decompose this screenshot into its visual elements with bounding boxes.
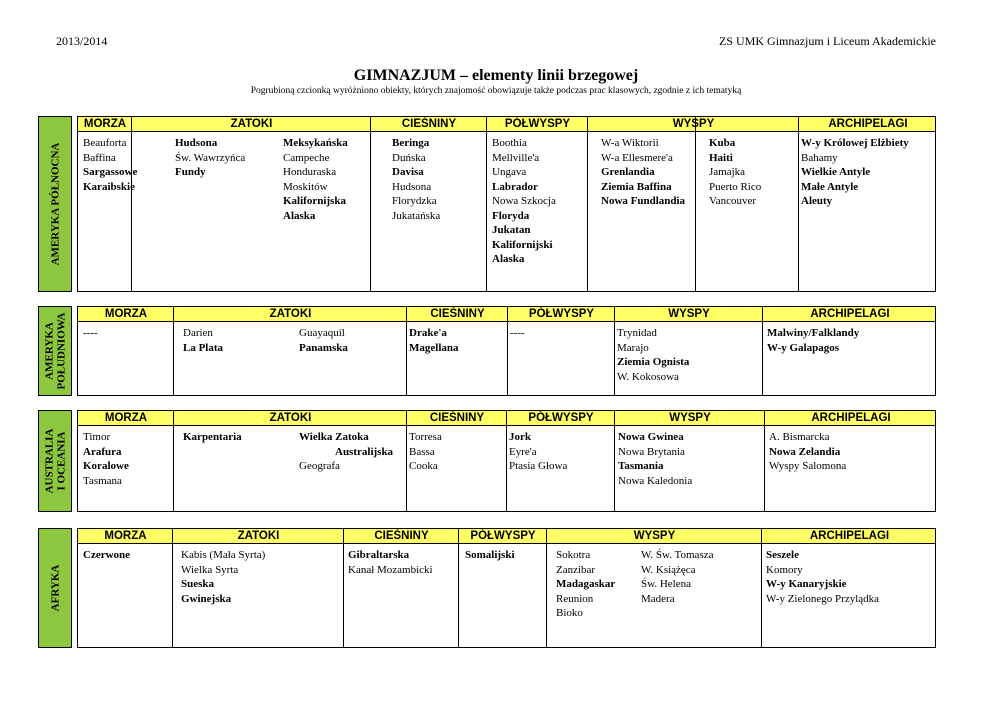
- region-label: [38, 306, 72, 396]
- list-item: Timor: [83, 431, 111, 443]
- cell-morza: [83, 136, 137, 194]
- cell-wyspy1: [618, 430, 692, 488]
- region-table: [38, 528, 936, 648]
- list-item: Nowa Zelandia: [769, 445, 841, 458]
- region-name: AMERYKA PÓŁNOCNA: [49, 142, 62, 266]
- list-item: W-a Ellesmere'a: [601, 151, 673, 164]
- school-year: 2013/2014: [56, 34, 108, 48]
- header-wyspy: WYSPY: [672, 118, 715, 130]
- cell-ciesniny: [348, 548, 433, 577]
- header-wyspy: WYSPY: [633, 530, 676, 542]
- list-item: Madagaskar: [556, 578, 616, 590]
- list-item: Św. Wawrzyńca: [175, 151, 246, 164]
- header-zatoki: ZATOKI: [269, 308, 312, 320]
- cell-polwyspy: [510, 326, 525, 341]
- header-polwyspy: PÓŁWYSPY: [504, 118, 571, 130]
- cell-morza: [83, 430, 129, 488]
- region-name: AMERYKA POŁUDNIOWA: [43, 312, 68, 390]
- cell-zatoki1: [183, 326, 223, 355]
- content-row: [77, 426, 936, 512]
- list-item: Jukatańska: [392, 209, 441, 222]
- cell-wyspy1: [601, 136, 685, 209]
- list-item: Florydzka: [392, 195, 437, 207]
- column-header-row: [77, 410, 936, 426]
- column-divider: [507, 322, 508, 395]
- list-item: Meksykańska: [283, 137, 348, 149]
- content-row: [77, 132, 936, 292]
- list-item: Malwiny/Falklandy: [767, 327, 860, 339]
- region-label: [38, 528, 72, 648]
- header-ciesniny: CIEŚNINY: [429, 412, 485, 424]
- list-item: Nowa Gwinea: [618, 431, 684, 443]
- list-item: Wielka Syrta: [181, 563, 239, 576]
- cell-zatoki2: [283, 136, 348, 223]
- header-zatoki: ZATOKI: [237, 530, 280, 542]
- list-item: Darien: [183, 327, 213, 339]
- column-divider: [587, 132, 588, 291]
- cell-zatoki2: [299, 430, 393, 474]
- column-divider: [458, 544, 459, 647]
- column-divider: [343, 544, 344, 647]
- header-polwyspy: PÓŁWYSPY: [470, 530, 536, 542]
- list-item: Arafura: [83, 445, 122, 458]
- list-item: Vancouver: [709, 195, 757, 207]
- cell-wyspy1: [617, 326, 689, 384]
- list-item: ----: [83, 327, 98, 339]
- content-row: [77, 322, 936, 396]
- header-ciesniny: CIEŚNINY: [430, 308, 485, 320]
- column-divider: [695, 132, 696, 291]
- list-item: Honduraska: [283, 166, 337, 178]
- column-divider: [406, 426, 407, 511]
- list-item: Nowa Fundlandia: [601, 195, 686, 207]
- header-archipelagi: ARCHIPELAGI: [828, 118, 908, 130]
- column-header-row: [77, 528, 936, 544]
- list-item: Cooka: [409, 460, 438, 472]
- list-item: Australijska: [335, 445, 394, 458]
- list-item: Grenlandia: [601, 166, 655, 178]
- list-item: Torresa: [409, 431, 442, 443]
- column-divider: [172, 544, 173, 647]
- list-item: Ungava: [492, 166, 527, 178]
- header-morza: MORZA: [104, 308, 148, 320]
- list-item: Jukatan: [492, 224, 531, 236]
- column-divider: [614, 426, 615, 511]
- list-item: Nowa Kaledonia: [618, 474, 693, 487]
- region-label: [38, 116, 72, 292]
- column-divider: [614, 322, 615, 395]
- list-item: Ptasia Głowa: [509, 460, 568, 472]
- list-item: Davisa: [392, 166, 424, 178]
- column-divider: [370, 132, 371, 291]
- list-item: Kabis (Mała Syrta): [181, 549, 266, 561]
- header-archipelagi: ARCHIPELAGI: [810, 308, 890, 320]
- list-item: Drake'a: [409, 327, 447, 339]
- cell-wyspy2: [709, 136, 761, 209]
- list-item: ----: [510, 327, 525, 339]
- cell-polwyspy: [509, 430, 567, 474]
- region-name: AFRYKA: [49, 564, 62, 612]
- list-item: Tasmana: [83, 474, 122, 487]
- list-item: Floryda: [492, 209, 530, 222]
- list-item: Bassa: [409, 445, 435, 458]
- list-item: Zanzibar: [556, 563, 596, 576]
- list-item: Madera: [641, 592, 675, 605]
- list-item: A. Bismarcka: [769, 431, 830, 443]
- region-table: [38, 116, 936, 292]
- header-polwyspy: PÓŁWYSPY: [528, 308, 595, 320]
- list-item: Kalifornijska: [283, 195, 346, 207]
- list-item: W-a Wiktorii: [601, 137, 659, 149]
- cell-zatoki2: [299, 326, 348, 355]
- cell-archipelagi: [769, 430, 846, 474]
- list-item: Ziemia Ognista: [617, 356, 690, 368]
- list-item: Nowa Brytania: [618, 445, 685, 458]
- header-ciesniny: CIEŚNINY: [401, 118, 457, 130]
- list-item: Fundy: [175, 166, 206, 178]
- list-item: W-y Zielonego Przylądka: [766, 592, 880, 605]
- column-divider: [761, 544, 762, 647]
- header-wyspy: WYSPY: [669, 412, 711, 424]
- list-item: Reunion: [556, 592, 594, 605]
- list-item: Beringa: [392, 137, 430, 149]
- list-item: Ziemia Baffina: [601, 180, 672, 193]
- list-item: Baffina: [83, 151, 116, 164]
- list-item: Alaska: [283, 209, 316, 222]
- cell-zatoki1: [183, 430, 242, 445]
- region-name: AUSTRALIA I OCEANIA: [43, 428, 68, 494]
- list-item: W-y Królowej Elżbiety: [801, 137, 909, 149]
- list-item: Nowa Szkocja: [492, 195, 556, 207]
- list-item: Aleuty: [801, 195, 833, 207]
- list-item: Jork: [509, 431, 531, 443]
- cell-zatoki1: [175, 136, 245, 180]
- header-zatoki: ZATOKI: [230, 118, 273, 130]
- list-item: Moskitów: [283, 180, 328, 193]
- list-item: Eyre'a: [509, 445, 537, 458]
- list-item: Karpentaria: [183, 431, 242, 443]
- list-item: Labrador: [492, 180, 538, 193]
- column-divider: [486, 132, 487, 291]
- cell-archipelagi: [801, 136, 909, 209]
- list-item: Hudsona: [392, 180, 432, 193]
- list-item: Tasmania: [618, 460, 664, 472]
- cell-archipelagi: [766, 548, 879, 606]
- list-item: La Plata: [183, 341, 224, 354]
- list-item: Św. Helena: [641, 578, 691, 590]
- region-table: [38, 306, 936, 396]
- school-name: ZS UMK Gimnazjum i Liceum Akademickie: [719, 34, 936, 48]
- header-wyspy: WYSPY: [668, 308, 710, 320]
- list-item: Czerwone: [83, 549, 131, 561]
- header-ciesniny: CIEŚNINY: [374, 530, 429, 542]
- list-item: W. Św. Tomasza: [641, 549, 714, 561]
- region-label: [38, 410, 72, 512]
- page-title: GIMNAZJUM – elementy linii brzegowej: [353, 67, 639, 84]
- column-divider: [173, 322, 174, 395]
- list-item: Mellville'a: [492, 151, 540, 164]
- list-item: Magellana: [409, 341, 459, 354]
- header-archipelagi: ARCHIPELAGI: [811, 412, 891, 424]
- list-item: Puerto Rico: [709, 180, 762, 193]
- header-zatoki: ZATOKI: [269, 412, 312, 424]
- header-morza: MORZA: [104, 412, 148, 424]
- column-header-row: [77, 116, 936, 132]
- list-item: Kanał Mozambicki: [348, 563, 433, 576]
- list-item: Wielkie Antyle: [801, 166, 871, 178]
- list-item: Bioko: [556, 607, 583, 619]
- list-item: Somalijski: [465, 549, 515, 561]
- list-item: W. Kokosowa: [617, 370, 679, 383]
- content-row: [77, 544, 936, 648]
- cell-zatoki1: [181, 548, 265, 606]
- list-item: Komory: [766, 563, 803, 576]
- list-item: Hudsona: [175, 137, 218, 149]
- cell-morza: [83, 548, 130, 563]
- list-item: Boothia: [492, 137, 527, 149]
- cell-archipelagi: [767, 326, 859, 355]
- list-item: Sargassowe: [83, 166, 138, 178]
- cell-polwyspy: [492, 136, 556, 267]
- cell-morza: [83, 326, 98, 341]
- header-morza: MORZA: [104, 530, 147, 542]
- list-item: Trynidad: [617, 327, 657, 339]
- list-item: Bahamy: [801, 151, 838, 164]
- list-item: Kuba: [709, 137, 736, 149]
- cell-wyspy2: [641, 548, 713, 606]
- header-polwyspy: PÓŁWYSPY: [528, 412, 594, 424]
- column-divider: [406, 322, 407, 395]
- column-header-row: [77, 306, 936, 322]
- list-item: Seszele: [766, 549, 799, 561]
- list-item: Kalifornijski: [492, 238, 553, 251]
- list-item: Małe Antyle: [801, 180, 859, 193]
- list-item: Gibraltarska: [348, 549, 410, 561]
- list-item: Duńska: [392, 151, 426, 164]
- column-divider: [546, 544, 547, 647]
- list-item: Karaibskie: [83, 180, 135, 193]
- list-item: W. Książęca: [641, 563, 696, 576]
- list-item: Geografa: [299, 460, 340, 472]
- list-item: Jamajka: [709, 166, 746, 178]
- cell-ciesniny: [392, 136, 440, 223]
- list-item: Alaska: [492, 253, 525, 265]
- cell-wyspy1: [556, 548, 615, 621]
- cell-ciesniny: [409, 430, 442, 474]
- list-item: Campeche: [283, 151, 330, 164]
- list-item: Wielka Zatoka: [299, 431, 369, 443]
- list-item: W-y Galapagos: [767, 341, 840, 354]
- column-divider: [173, 426, 174, 511]
- header-archipelagi: ARCHIPELAGI: [809, 530, 890, 542]
- list-item: Marajo: [617, 341, 649, 354]
- region-table: [38, 410, 936, 512]
- column-divider: [506, 426, 507, 511]
- list-item: Sueska: [181, 578, 215, 590]
- cell-ciesniny: [409, 326, 459, 355]
- cell-polwyspy: [465, 548, 515, 563]
- column-divider: [762, 322, 763, 395]
- list-item: Wyspy Salomona: [769, 460, 847, 472]
- header-morza: MORZA: [83, 118, 127, 130]
- page-subtitle: Pogrubioną czcionką wyróżniono obiekty, których znajomość obowiązuje także podczas prac klasowych, zgodnie z ich tematyką: [250, 86, 742, 96]
- column-divider: [764, 426, 765, 511]
- list-item: Haiti: [709, 151, 733, 164]
- list-item: Sokotra: [556, 549, 591, 561]
- list-item: W-y Kanaryjskie: [766, 578, 847, 590]
- column-divider: [798, 132, 799, 291]
- list-item: Gwinejska: [181, 592, 232, 605]
- list-item: Beauforta: [83, 137, 127, 149]
- list-item: Koralowe: [83, 460, 129, 472]
- list-item: Panamska: [299, 341, 348, 354]
- list-item: Guayaquil: [299, 327, 345, 339]
